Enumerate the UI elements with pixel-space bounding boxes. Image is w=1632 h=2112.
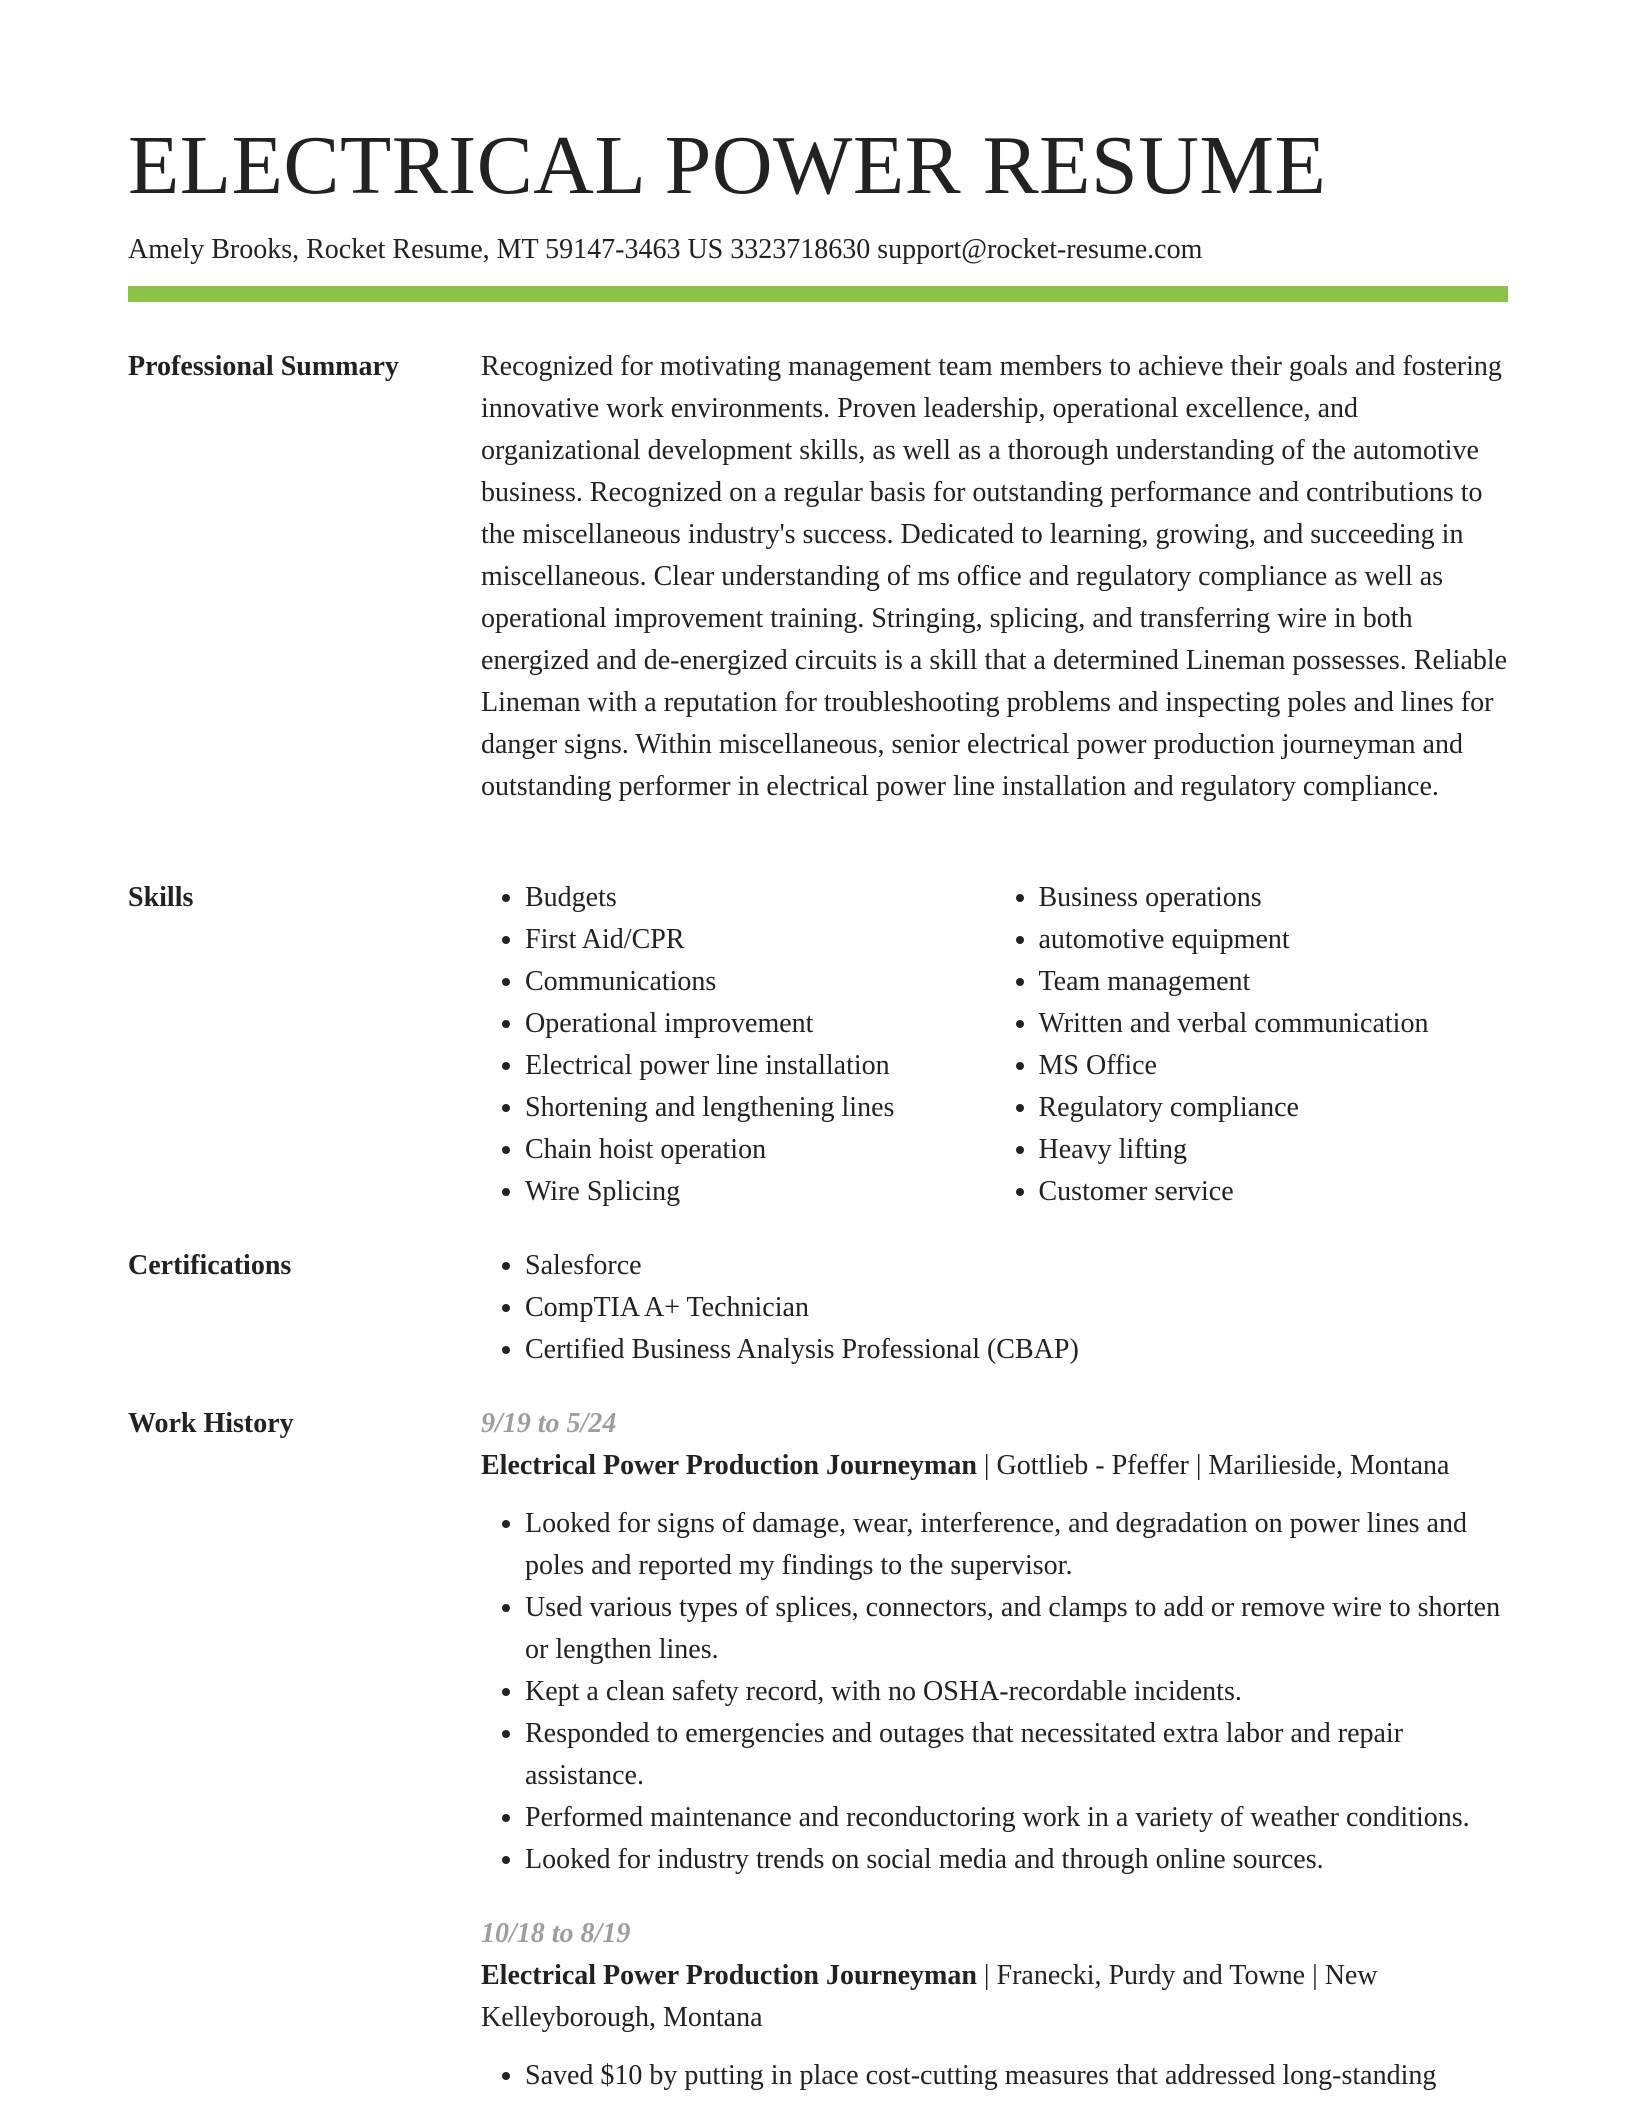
- summary-label: Professional Summary: [128, 351, 399, 382]
- skill-item: • First Aid/CPR: [525, 919, 995, 961]
- skills-list-left: [481, 877, 995, 1213]
- accent-rule: [128, 286, 1508, 302]
- skill-item: • Operational improvement: [525, 1003, 995, 1045]
- summary-text: Recognized for motivating management team members to achieve their goals and fostering innovative work environments. Proven leadership, operational excellence, and organizational development skills, as well as a thorough understanding of the automotive business. Recognized on a regular basis for outstanding performance and contributions to the miscellaneous industry's success. Dedicated to learning, growing, and succeeding in miscellaneous. Clear understanding of ms office and regulatory compliance as well as operational improvement training. Stringing, splicing, and transferring wire in both energized and de-energized circuits is a skill that a determined Lineman possesses. Reliable Lineman with a reputation for troubleshooting problems and inspecting poles and lines for danger signs. Within miscellaneous, senior electrical power production journeyman and outstanding performer in electrical power line installation and regulatory compliance.: [481, 351, 1508, 802]
- job-bullets: [481, 1503, 1508, 1881]
- work-history-label: Work History: [128, 1408, 294, 1439]
- skill-item: • Heavy lifting: [1039, 1129, 1509, 1171]
- skill-item: • Wire Splicing: [525, 1171, 995, 1213]
- job-details: | Gottlieb - Pfeffer | Marilieside, Montana: [976, 1450, 1450, 1481]
- skill-item: • automotive equipment: [1039, 919, 1509, 961]
- job-bullet: • Used various types of splices, connectors, and clamps to add or remove wire to shorten or lengthen lines.: [525, 1587, 1508, 1671]
- certifications-label: Certifications: [128, 1250, 292, 1281]
- job-bullet: • Kept a clean safety record, with no OSHA-recordable incidents.: [525, 1671, 1508, 1713]
- skill-item: • Communications: [525, 961, 995, 1003]
- job-entry: [481, 1913, 1508, 2097]
- job-entry: [481, 1403, 1508, 1881]
- job-bullet: • Performed maintenance and reconductoring work in a variety of weather conditions.: [525, 1797, 1508, 1839]
- skill-item: • MS Office: [1039, 1045, 1509, 1087]
- job-bullet: • Responded to emergencies and outages that necessitated extra labor and repair assistance.: [525, 1713, 1508, 1797]
- summary-content: [481, 346, 1508, 808]
- skill-item: • Shortening and lengthening lines: [525, 1087, 995, 1129]
- skill-item: • Regulatory compliance: [1039, 1087, 1509, 1129]
- skill-item: • Budgets: [525, 877, 995, 919]
- job-bullet: • Looked for industry trends on social media and through online sources.: [525, 1839, 1508, 1881]
- work-history-content: [481, 1403, 1508, 2097]
- skills-label: Skills: [128, 882, 194, 913]
- skill-item: • Customer service: [1039, 1171, 1509, 1213]
- job-title: Electrical Power Production Journeyman: [481, 1960, 977, 1991]
- skills-columns: [481, 877, 1508, 1213]
- certifications-list: [481, 1245, 1508, 1371]
- skill-item: • Business operations: [1039, 877, 1509, 919]
- job-heading: [481, 1955, 1508, 2039]
- job-bullet: • Saved $10 by putting in place cost-cutting measures that addressed long-standing: [525, 2055, 1508, 2097]
- skill-item: • Team management: [1039, 961, 1509, 1003]
- certifications-content: [481, 1245, 1508, 1371]
- job-dates: 9/19 to 5/24: [481, 1408, 617, 1439]
- job-title: Electrical Power Production Journeyman: [481, 1450, 977, 1481]
- certification-item: • Certified Business Analysis Professional (CBAP): [525, 1329, 1508, 1371]
- job-bullets: [481, 2055, 1508, 2097]
- contact-line: Amely Brooks, Rocket Resume, MT 59147-3463 US 3323718630 support@rocket-resume.com: [128, 234, 1203, 265]
- job-dates: 10/18 to 8/19: [481, 1918, 631, 1949]
- skill-item: • Electrical power line installation: [525, 1045, 995, 1087]
- job-details: | Franecki, Purdy and Towne | New Kelleyborough, Montana: [481, 1960, 1378, 2033]
- job-bullet: • Looked for signs of damage, wear, interference, and degradation on power lines and poles and reported my findings to the supervisor.: [525, 1503, 1508, 1587]
- skills-list-right: [995, 877, 1509, 1213]
- resume-title: ELECTRICAL POWER RESUME: [128, 119, 1327, 212]
- skill-item: • Chain hoist operation: [525, 1129, 995, 1171]
- skill-item: • Written and verbal communication: [1039, 1003, 1509, 1045]
- certification-item: • Salesforce: [525, 1245, 1508, 1287]
- certification-item: • CompTIA A+ Technician: [525, 1287, 1508, 1329]
- job-heading: [481, 1445, 1508, 1487]
